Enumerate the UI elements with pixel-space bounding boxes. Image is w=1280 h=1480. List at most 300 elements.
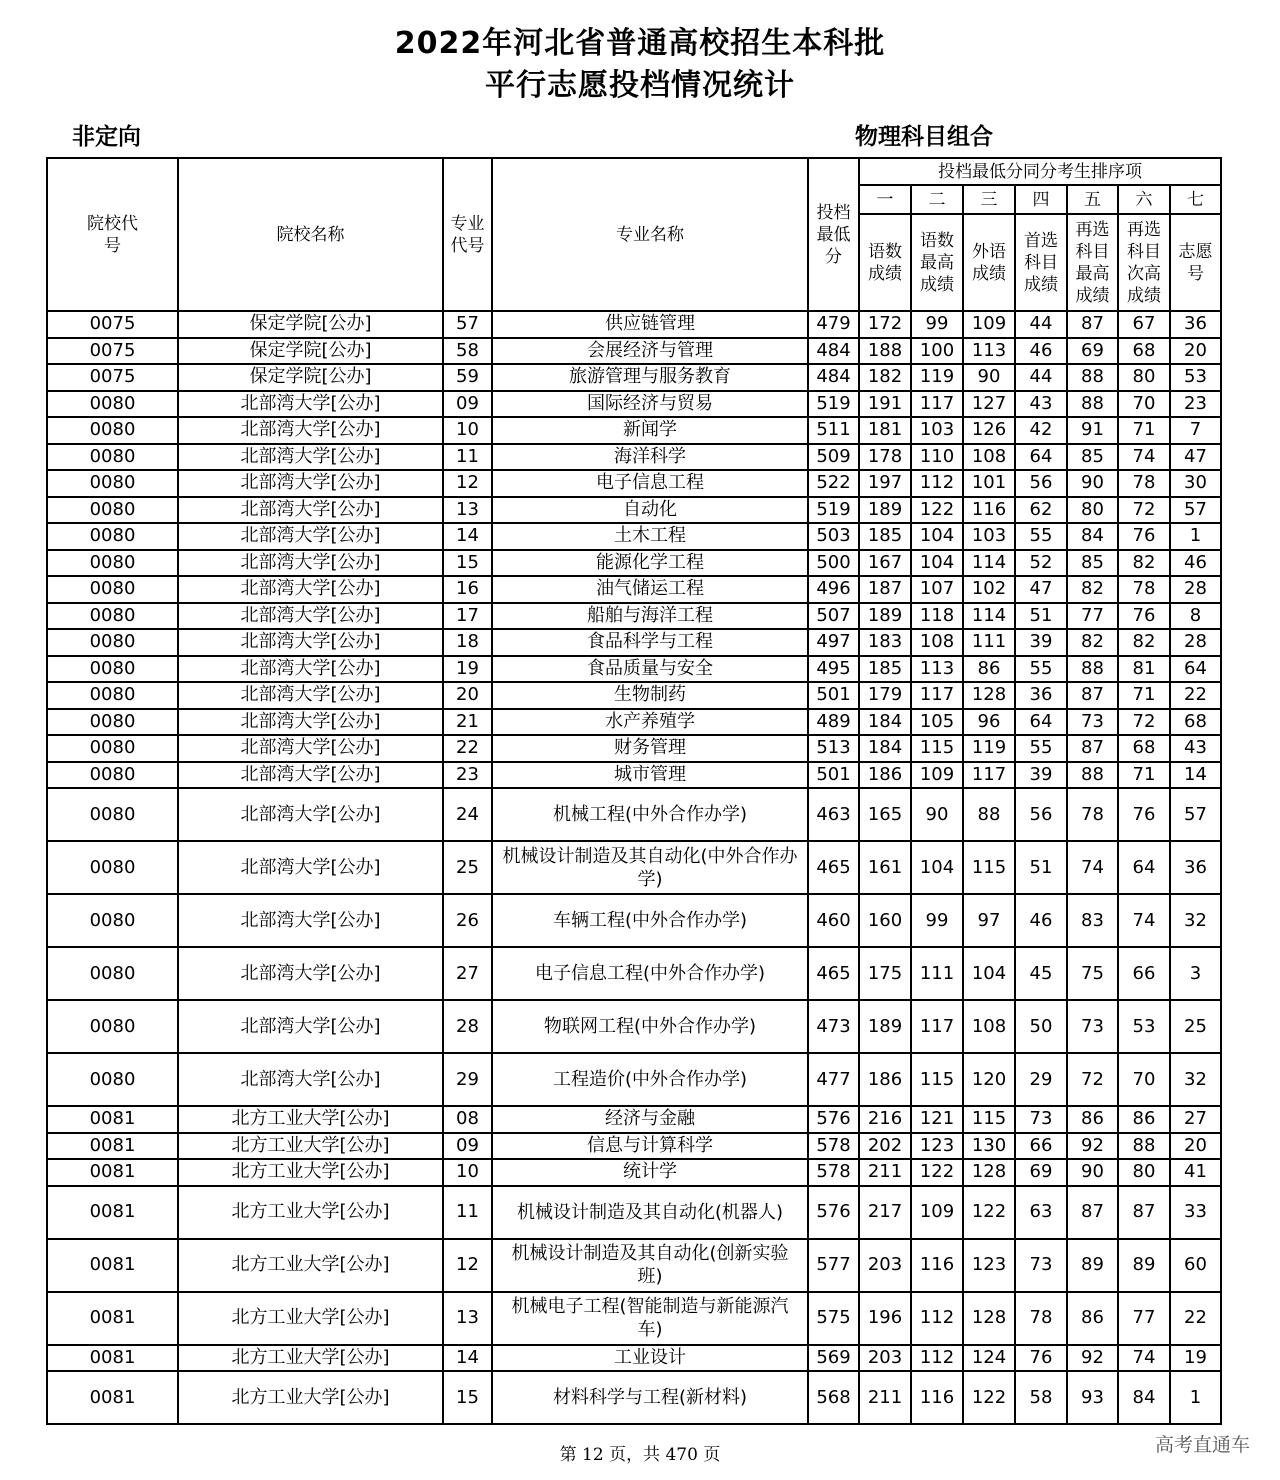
min-score-cell: 576 [808,1186,859,1239]
second-subject-max-cell: 75 [1067,947,1118,1000]
title-line-1: 2022年河北省普通高校招生本科批 [394,26,886,61]
second-subject-next-cell: 76 [1118,523,1170,550]
school-name-cell: 北部湾大学[公办] [178,523,443,550]
foreign-lang-score-cell: 102 [963,576,1015,603]
second-subject-max-cell: 77 [1067,603,1118,630]
title-line-2: 平行志愿投档情况统计 [485,68,795,103]
major-code-cell: 21 [443,709,492,736]
choice-number-cell: 28 [1170,576,1221,603]
chinese-math-score-cell: 175 [859,947,911,1000]
table-row [47,311,1221,338]
major-name-cell: 财务管理 [492,735,808,762]
major-code-cell: 58 [443,338,492,365]
first-subject-score-cell: 63 [1015,1186,1067,1239]
school-name-cell: 北部湾大学[公办] [178,550,443,577]
school-code-cell: 0081 [47,1371,178,1424]
foreign-lang-score-cell: 111 [963,629,1015,656]
school-code-cell: 0080 [47,629,178,656]
school-name-cell: 北部湾大学[公办] [178,1000,443,1053]
min-score-cell: 509 [808,444,859,471]
first-subject-score-cell: 46 [1015,338,1067,365]
min-score-cell: 576 [808,1106,859,1133]
school-name-cell: 北方工业大学[公办] [178,1371,443,1424]
rank-label-7: 志愿号 [1170,214,1221,311]
foreign-lang-score-cell: 128 [963,1292,1015,1345]
major-code-cell: 17 [443,603,492,630]
major-name-cell: 能源化学工程 [492,550,808,577]
major-name-cell: 信息与计算科学 [492,1133,808,1160]
first-subject-score-cell: 56 [1015,470,1067,497]
choice-number-cell: 64 [1170,656,1221,683]
table-row [47,788,1221,841]
chinese-math-max-cell: 90 [911,788,963,841]
chinese-math-score-cell: 181 [859,417,911,444]
table-row [47,603,1221,630]
chinese-math-max-cell: 113 [911,656,963,683]
table-row [47,894,1221,947]
major-code-cell: 15 [443,550,492,577]
foreign-lang-score-cell: 88 [963,788,1015,841]
second-subject-next-cell: 76 [1118,603,1170,630]
school-name-cell: 北部湾大学[公办] [178,894,443,947]
major-name-cell: 会展经济与管理 [492,338,808,365]
chinese-math-max-cell: 112 [911,470,963,497]
school-name-cell: 北部湾大学[公办] [178,735,443,762]
second-subject-next-cell: 74 [1118,894,1170,947]
first-subject-score-cell: 50 [1015,1000,1067,1053]
min-score-cell: 501 [808,682,859,709]
chinese-math-max-cell: 117 [911,1000,963,1053]
chinese-math-max-cell: 103 [911,417,963,444]
chinese-math-score-cell: 186 [859,1053,911,1106]
second-subject-max-cell: 82 [1067,629,1118,656]
min-score-cell: 578 [808,1133,859,1160]
second-subject-max-cell: 88 [1067,391,1118,418]
choice-number-cell: 46 [1170,550,1221,577]
school-code-cell: 0081 [47,1345,178,1372]
major-code-cell: 24 [443,788,492,841]
second-subject-max-cell: 74 [1067,841,1118,894]
chinese-math-max-cell: 115 [911,1053,963,1106]
foreign-lang-score-cell: 115 [963,841,1015,894]
chinese-math-score-cell: 185 [859,523,911,550]
choice-number-cell: 57 [1170,497,1221,524]
min-score-cell: 477 [808,1053,859,1106]
first-subject-score-cell: 66 [1015,1133,1067,1160]
second-subject-max-cell: 69 [1067,338,1118,365]
table-row [47,417,1221,444]
chinese-math-max-cell: 112 [911,1345,963,1372]
first-subject-score-cell: 39 [1015,629,1067,656]
table-row [47,497,1221,524]
chinese-math-score-cell: 179 [859,682,911,709]
table-row [47,629,1221,656]
second-subject-next-cell: 80 [1118,1159,1170,1186]
major-code-cell: 25 [443,841,492,894]
school-code-cell: 0080 [47,656,178,683]
chinese-math-score-cell: 216 [859,1106,911,1133]
major-name-cell: 国际经济与贸易 [492,391,808,418]
second-subject-max-cell: 90 [1067,1159,1118,1186]
table-row [47,947,1221,1000]
chinese-math-score-cell: 185 [859,656,911,683]
chinese-math-max-cell: 99 [911,311,963,338]
rank-header-7: 七 [1170,185,1221,214]
chinese-math-score-cell: 182 [859,364,911,391]
choice-number-cell: 28 [1170,629,1221,656]
second-subject-next-cell: 82 [1118,629,1170,656]
major-code-cell: 13 [443,497,492,524]
school-code-cell: 0075 [47,311,178,338]
school-name-cell: 北部湾大学[公办] [178,762,443,789]
foreign-lang-score-cell: 119 [963,735,1015,762]
major-code-cell: 10 [443,1159,492,1186]
chinese-math-score-cell: 165 [859,788,911,841]
table-row [47,1239,1221,1292]
major-name-cell: 旅游管理与服务教育 [492,364,808,391]
table-row [47,1053,1221,1106]
major-code-cell: 26 [443,894,492,947]
second-subject-next-cell: 64 [1118,841,1170,894]
major-code-cell: 13 [443,1292,492,1345]
chinese-math-score-cell: 189 [859,603,911,630]
min-score-cell: 497 [808,629,859,656]
second-subject-next-cell: 78 [1118,470,1170,497]
major-code-cell: 59 [443,364,492,391]
major-name-cell: 水产养殖学 [492,709,808,736]
table-row [47,1345,1221,1372]
school-name-cell: 北方工业大学[公办] [178,1345,443,1372]
second-subject-max-cell: 86 [1067,1106,1118,1133]
header-school-code: 院校代号 [47,158,178,311]
chinese-math-max-cell: 122 [911,497,963,524]
chinese-math-score-cell: 184 [859,735,911,762]
second-subject-next-cell: 74 [1118,444,1170,471]
second-subject-next-cell: 68 [1118,338,1170,365]
foreign-lang-score-cell: 126 [963,417,1015,444]
first-subject-score-cell: 73 [1015,1239,1067,1292]
second-subject-max-cell: 78 [1067,788,1118,841]
major-name-cell: 工业设计 [492,1345,808,1372]
rank-label-2: 语数最高成绩 [911,214,963,311]
school-code-cell: 0080 [47,576,178,603]
table-row [47,550,1221,577]
major-name-cell: 生物制药 [492,682,808,709]
first-subject-score-cell: 43 [1015,391,1067,418]
second-subject-next-cell: 72 [1118,497,1170,524]
school-code-cell: 0080 [47,603,178,630]
school-name-cell: 北部湾大学[公办] [178,603,443,630]
school-name-cell: 北部湾大学[公办] [178,470,443,497]
second-subject-max-cell: 88 [1067,656,1118,683]
school-code-cell: 0081 [47,1133,178,1160]
first-subject-score-cell: 56 [1015,788,1067,841]
chinese-math-max-cell: 111 [911,947,963,1000]
foreign-lang-score-cell: 115 [963,1106,1015,1133]
chinese-math-score-cell: 187 [859,576,911,603]
school-name-cell: 北部湾大学[公办] [178,497,443,524]
category-label: 非定向 [72,124,141,150]
min-score-cell: 577 [808,1239,859,1292]
school-code-cell: 0080 [47,682,178,709]
major-name-cell: 海洋科学 [492,444,808,471]
foreign-lang-score-cell: 128 [963,682,1015,709]
min-score-cell: 511 [808,417,859,444]
choice-number-cell: 14 [1170,762,1221,789]
school-code-cell: 0081 [47,1186,178,1239]
choice-number-cell: 25 [1170,1000,1221,1053]
second-subject-max-cell: 93 [1067,1371,1118,1424]
second-subject-max-cell: 89 [1067,1239,1118,1292]
major-code-cell: 09 [443,391,492,418]
choice-number-cell: 47 [1170,444,1221,471]
school-code-cell: 0080 [47,788,178,841]
min-score-cell: 496 [808,576,859,603]
min-score-cell: 473 [808,1000,859,1053]
major-code-cell: 22 [443,735,492,762]
major-code-cell: 16 [443,576,492,603]
first-subject-score-cell: 47 [1015,576,1067,603]
major-code-cell: 14 [443,1345,492,1372]
chinese-math-score-cell: 178 [859,444,911,471]
table-row [47,1292,1221,1345]
major-name-cell: 自动化 [492,497,808,524]
chinese-math-score-cell: 211 [859,1371,911,1424]
major-code-cell: 15 [443,1371,492,1424]
first-subject-score-cell: 73 [1015,1106,1067,1133]
first-subject-score-cell: 69 [1015,1159,1067,1186]
table-row [47,470,1221,497]
header-tie-group: 投档最低分同分考生排序项 [859,158,1221,185]
second-subject-max-cell: 80 [1067,497,1118,524]
first-subject-score-cell: 55 [1015,656,1067,683]
header-major-code: 专业代号 [443,158,492,311]
chinese-math-max-cell: 117 [911,682,963,709]
chinese-math-score-cell: 186 [859,762,911,789]
table-row [47,762,1221,789]
first-subject-score-cell: 36 [1015,682,1067,709]
min-score-cell: 503 [808,523,859,550]
second-subject-next-cell: 70 [1118,391,1170,418]
choice-number-cell: 8 [1170,603,1221,630]
school-code-cell: 0080 [47,735,178,762]
choice-number-cell: 1 [1170,1371,1221,1424]
second-subject-next-cell: 72 [1118,709,1170,736]
major-code-cell: 11 [443,1186,492,1239]
first-subject-score-cell: 78 [1015,1292,1067,1345]
second-subject-max-cell: 83 [1067,894,1118,947]
chinese-math-score-cell: 189 [859,1000,911,1053]
chinese-math-max-cell: 117 [911,391,963,418]
choice-number-cell: 43 [1170,735,1221,762]
rank-label-1: 语数成绩 [859,214,911,311]
major-name-cell: 城市管理 [492,762,808,789]
min-score-cell: 519 [808,497,859,524]
second-subject-max-cell: 82 [1067,576,1118,603]
foreign-lang-score-cell: 86 [963,656,1015,683]
school-name-cell: 北部湾大学[公办] [178,656,443,683]
chinese-math-max-cell: 115 [911,735,963,762]
admission-table [46,157,1222,1425]
first-subject-score-cell: 51 [1015,841,1067,894]
chinese-math-max-cell: 112 [911,1292,963,1345]
school-code-cell: 0080 [47,1000,178,1053]
min-score-cell: 465 [808,841,859,894]
second-subject-next-cell: 81 [1118,656,1170,683]
major-code-cell: 57 [443,311,492,338]
school-name-cell: 北方工业大学[公办] [178,1292,443,1345]
major-name-cell: 船舶与海洋工程 [492,603,808,630]
second-subject-next-cell: 87 [1118,1186,1170,1239]
major-code-cell: 14 [443,523,492,550]
major-code-cell: 23 [443,762,492,789]
choice-number-cell: 36 [1170,311,1221,338]
second-subject-max-cell: 86 [1067,1292,1118,1345]
foreign-lang-score-cell: 122 [963,1371,1015,1424]
second-subject-max-cell: 88 [1067,762,1118,789]
major-code-cell: 09 [443,1133,492,1160]
chinese-math-score-cell: 211 [859,1159,911,1186]
min-score-cell: 522 [808,470,859,497]
chinese-math-max-cell: 110 [911,444,963,471]
choice-number-cell: 36 [1170,841,1221,894]
choice-number-cell: 3 [1170,947,1221,1000]
school-code-cell: 0080 [47,391,178,418]
school-code-cell: 0081 [47,1239,178,1292]
second-subject-next-cell: 74 [1118,1345,1170,1372]
table-row [47,391,1221,418]
major-name-cell: 材料科学与工程(新材料) [492,1371,808,1424]
school-name-cell: 北部湾大学[公办] [178,391,443,418]
second-subject-max-cell: 85 [1067,444,1118,471]
foreign-lang-score-cell: 103 [963,523,1015,550]
school-name-cell: 北部湾大学[公办] [178,788,443,841]
second-subject-next-cell: 67 [1118,311,1170,338]
table-row [47,1371,1221,1424]
table-row [47,1133,1221,1160]
major-name-cell: 机械设计制造及其自动化(中外合作办学) [492,841,808,894]
foreign-lang-score-cell: 96 [963,709,1015,736]
school-name-cell: 保定学院[公办] [178,311,443,338]
second-subject-max-cell: 90 [1067,470,1118,497]
chinese-math-score-cell: 183 [859,629,911,656]
min-score-cell: 569 [808,1345,859,1372]
second-subject-next-cell: 88 [1118,1133,1170,1160]
major-name-cell: 新闻学 [492,417,808,444]
foreign-lang-score-cell: 104 [963,947,1015,1000]
school-code-cell: 0080 [47,497,178,524]
table-row [47,656,1221,683]
second-subject-next-cell: 86 [1118,1106,1170,1133]
major-name-cell: 机械设计制造及其自动化(机器人) [492,1186,808,1239]
min-score-cell: 575 [808,1292,859,1345]
rank-header-1: 一 [859,185,911,214]
school-code-cell: 0080 [47,470,178,497]
school-code-cell: 0081 [47,1159,178,1186]
school-name-cell: 北方工业大学[公办] [178,1159,443,1186]
first-subject-score-cell: 39 [1015,762,1067,789]
choice-number-cell: 22 [1170,682,1221,709]
foreign-lang-score-cell: 117 [963,762,1015,789]
chinese-math-score-cell: 217 [859,1186,911,1239]
choice-number-cell: 20 [1170,338,1221,365]
major-name-cell: 供应链管理 [492,311,808,338]
chinese-math-score-cell: 197 [859,470,911,497]
second-subject-next-cell: 78 [1118,576,1170,603]
min-score-cell: 501 [808,762,859,789]
second-subject-next-cell: 77 [1118,1292,1170,1345]
min-score-cell: 484 [808,338,859,365]
second-subject-max-cell: 72 [1067,1053,1118,1106]
rank-label-6: 再选科目次高成绩 [1118,214,1170,311]
choice-number-cell: 68 [1170,709,1221,736]
chinese-math-max-cell: 123 [911,1133,963,1160]
choice-number-cell: 1 [1170,523,1221,550]
major-code-cell: 18 [443,629,492,656]
major-name-cell: 食品科学与工程 [492,629,808,656]
school-name-cell: 北部湾大学[公办] [178,841,443,894]
major-code-cell: 08 [443,1106,492,1133]
second-subject-next-cell: 71 [1118,762,1170,789]
rank-header-4: 四 [1015,185,1067,214]
first-subject-score-cell: 51 [1015,603,1067,630]
second-subject-next-cell: 82 [1118,550,1170,577]
second-subject-max-cell: 84 [1067,523,1118,550]
major-name-cell: 车辆工程(中外合作办学) [492,894,808,947]
foreign-lang-score-cell: 108 [963,444,1015,471]
major-name-cell: 物联网工程(中外合作办学) [492,1000,808,1053]
chinese-math-score-cell: 203 [859,1239,911,1292]
table-row [47,841,1221,894]
second-subject-max-cell: 87 [1067,682,1118,709]
second-subject-max-cell: 73 [1067,709,1118,736]
major-code-cell: 11 [443,444,492,471]
chinese-math-score-cell: 172 [859,311,911,338]
chinese-math-max-cell: 107 [911,576,963,603]
header-min-score: 投档最低分 [808,158,859,311]
major-name-cell: 食品质量与安全 [492,656,808,683]
major-name-cell: 电子信息工程 [492,470,808,497]
major-code-cell: 19 [443,656,492,683]
second-subject-max-cell: 87 [1067,311,1118,338]
school-code-cell: 0080 [47,523,178,550]
school-code-cell: 0080 [47,417,178,444]
min-score-cell: 578 [808,1159,859,1186]
chinese-math-max-cell: 104 [911,523,963,550]
header-major-name: 专业名称 [492,158,808,311]
min-score-cell: 495 [808,656,859,683]
choice-number-cell: 20 [1170,1133,1221,1160]
foreign-lang-score-cell: 123 [963,1239,1015,1292]
chinese-math-max-cell: 121 [911,1106,963,1133]
subject-group-label: 物理科目组合 [855,124,993,150]
table-row [47,1000,1221,1053]
chinese-math-max-cell: 122 [911,1159,963,1186]
chinese-math-score-cell: 189 [859,497,911,524]
chinese-math-max-cell: 104 [911,550,963,577]
school-code-cell: 0080 [47,1053,178,1106]
major-code-cell: 20 [443,682,492,709]
first-subject-score-cell: 64 [1015,444,1067,471]
choice-number-cell: 33 [1170,1186,1221,1239]
rank-header-3: 三 [963,185,1015,214]
choice-number-cell: 30 [1170,470,1221,497]
second-subject-next-cell: 71 [1118,417,1170,444]
choice-number-cell: 53 [1170,364,1221,391]
table-row [47,709,1221,736]
rank-header-2: 二 [911,185,963,214]
second-subject-max-cell: 87 [1067,1186,1118,1239]
